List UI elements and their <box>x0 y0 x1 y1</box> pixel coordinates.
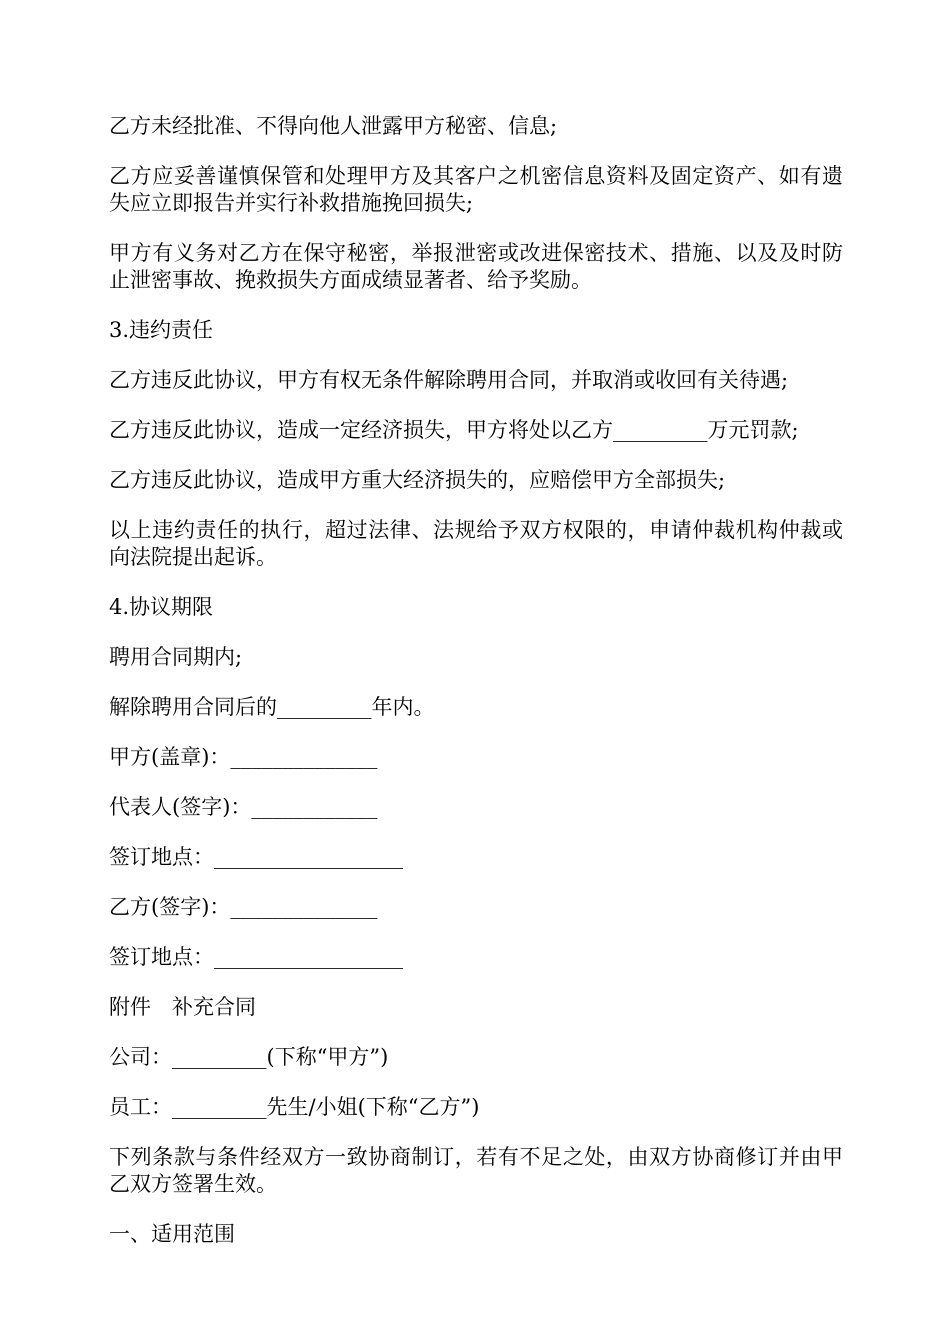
paragraph: 乙方违反此协议，甲方有权无条件解除聘用合同，并取消或收回有关待遇; <box>109 368 789 392</box>
paragraph: 下列条款与条件经双方一致协商制订，若有不足之处，由双方协商修订并由甲乙双方签署生效。 <box>109 1145 843 1196</box>
signature-line: 签订地点：__________________ <box>109 945 403 969</box>
signature-line: 代表人(签字)：____________ <box>109 795 378 819</box>
paragraph: 解除聘用合同后的_________年内。 <box>109 695 435 719</box>
paragraph: 聘用合同期内; <box>109 645 243 669</box>
section-heading: 附件 补充合同 <box>109 995 256 1019</box>
signature-line: 甲方(盖章)：______________ <box>109 745 378 769</box>
party-line: 公司：_________(下称“甲方”) <box>109 1045 389 1069</box>
section-heading: 一、适用范围 <box>109 1222 235 1246</box>
paragraph: 乙方违反此协议，造成甲方重大经济损失的，应赔偿甲方全部损失; <box>109 468 726 492</box>
paragraph: 以上违约责任的执行，超过法律、法规给予双方权限的，申请仲裁机构仲裁或向法院提出起诉。 <box>109 518 843 569</box>
document-body <box>109 113 843 1271</box>
section-heading: 3.违约责任 <box>109 318 214 342</box>
paragraph: 乙方应妥善谨慎保管和处理甲方及其客户之机密信息资料及固定资产、如有遗失应立即报告并实行补救措施挽回损失; <box>109 164 843 215</box>
party-line: 员工：_________先生/小姐(下称“乙方”) <box>109 1095 480 1119</box>
section-heading: 4.协议期限 <box>109 595 214 619</box>
paragraph: 乙方未经批准、不得向他人泄露甲方秘密、信息; <box>109 114 558 138</box>
signature-line: 签订地点：__________________ <box>109 845 403 869</box>
signature-line: 乙方(签字)：______________ <box>109 895 378 919</box>
paragraph: 甲方有义务对乙方在保守秘密，举报泄密或改进保密技术、措施、以及及时防止泄密事故、挽救损失方面成绩显著者、给予奖励。 <box>109 241 843 292</box>
paragraph: 乙方违反此协议，造成一定经济损失，甲方将处以乙方_________万元罚款; <box>109 418 799 442</box>
